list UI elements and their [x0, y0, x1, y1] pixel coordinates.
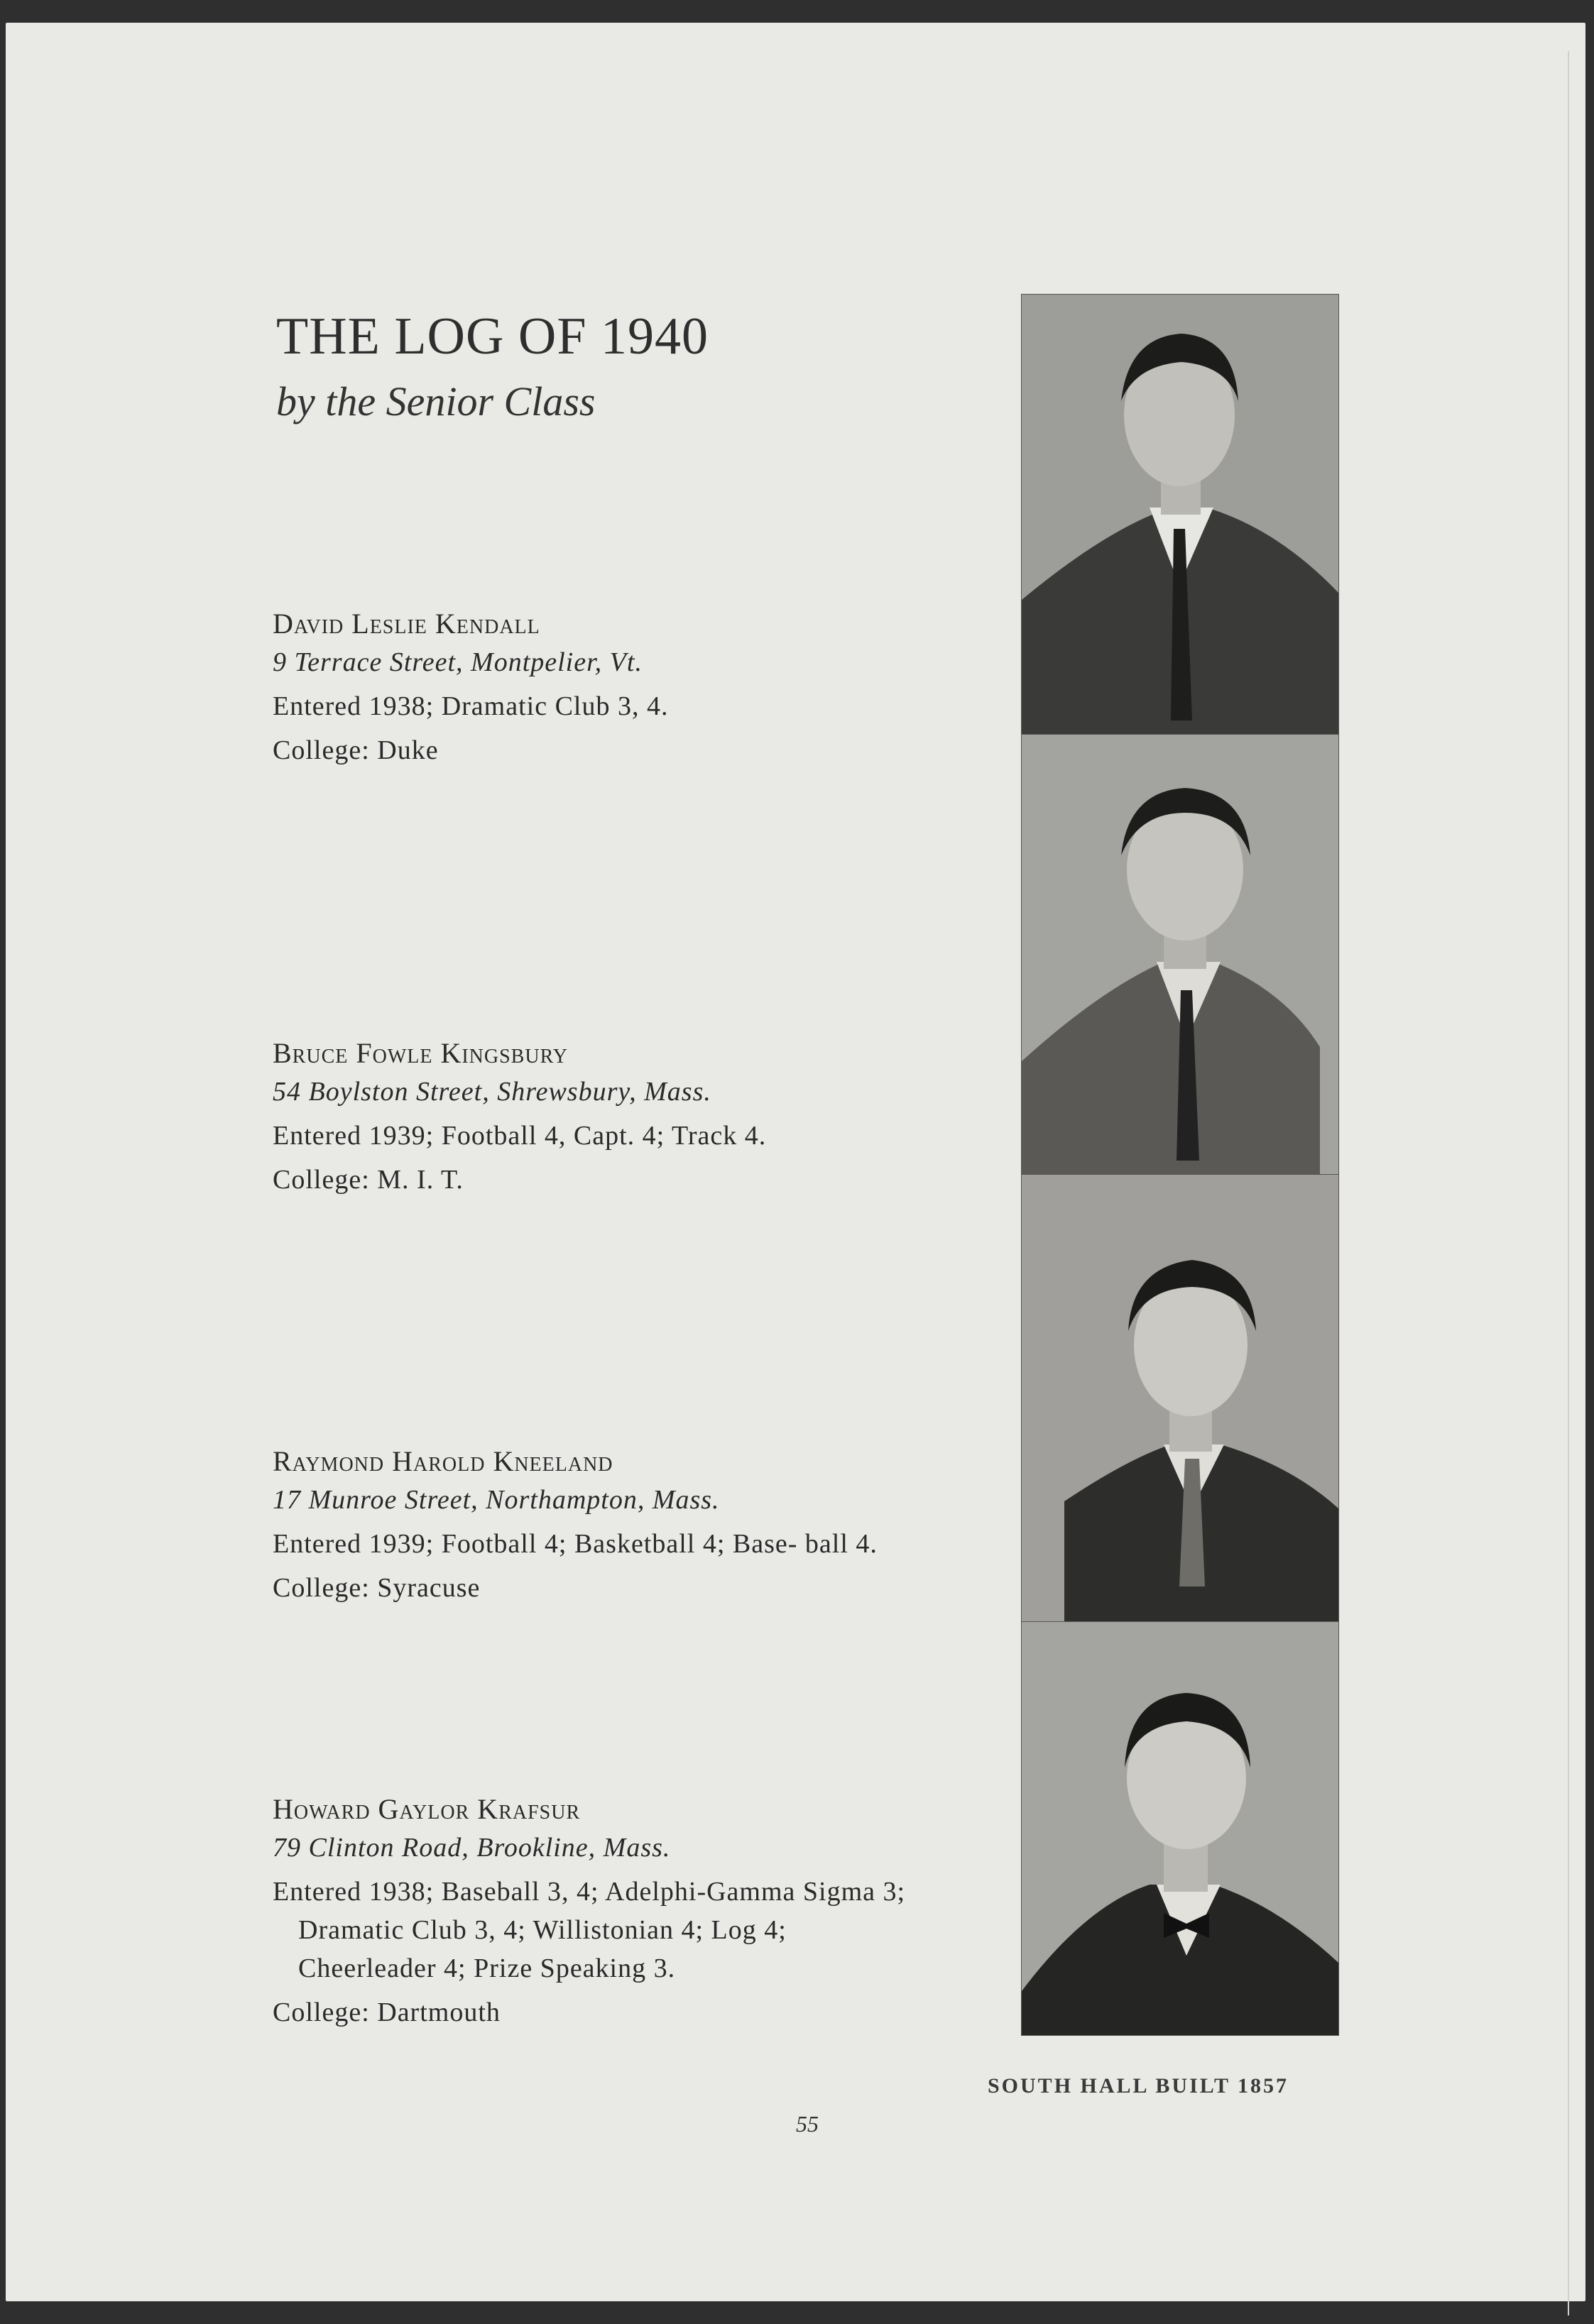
senior-entry	[273, 1034, 926, 1199]
portrait-photo	[1021, 734, 1339, 1175]
student-college: College: Dartmouth	[273, 1997, 501, 2027]
student-address: 79 Clinton Road, Brookline, Mass.	[273, 1833, 671, 1863]
student-name: David Leslie Kendall	[273, 608, 540, 640]
student-college: College: Syracuse	[273, 1573, 481, 1603]
student-college: College: Duke	[273, 735, 439, 765]
student-activities: Entered 1939; Football 4, Capt. 4; Track 4.	[273, 1121, 767, 1151]
page-number: 55	[796, 2111, 819, 2137]
student-activities: Entered 1938; Baseball 3, 4; Adelphi-Gamma Sigma 3; Dramatic Club 3, 4; Willistonian 4; Log 4; Cheerleader 4; Prize Speaking 3.	[273, 1877, 906, 1983]
student-activities: Entered 1939; Football 4; Basketball 4; Base- ball 4.	[273, 1529, 878, 1559]
portrait-photo	[1021, 1174, 1339, 1623]
student-college: College: M. I. T.	[273, 1165, 464, 1195]
portrait-photo	[1021, 1621, 1339, 2036]
portrait-photo	[1021, 294, 1339, 735]
page-title: THE LOG OF 1940	[276, 307, 709, 366]
senior-entry	[273, 605, 926, 769]
yearbook-page	[6, 23, 1585, 2301]
student-name: Howard Gaylor Krafsur	[273, 1793, 581, 1825]
student-name: Bruce Fowle Kingsbury	[273, 1037, 568, 1069]
student-activities: Entered 1938; Dramatic Club 3, 4.	[273, 691, 669, 721]
student-address: 17 Munroe Street, Northampton, Mass.	[273, 1485, 720, 1515]
student-address: 54 Boylston Street, Shrewsbury, Mass.	[273, 1077, 711, 1107]
senior-entry	[273, 1442, 926, 1607]
student-address: 9 Terrace Street, Montpelier, Vt.	[273, 647, 643, 677]
student-name: Raymond Harold Kneeland	[273, 1445, 613, 1477]
senior-entry	[273, 1790, 926, 2032]
page-edge-shadow	[1568, 51, 1569, 2315]
photo-caption: SOUTH HALL BUILT 1857	[988, 2074, 1289, 2098]
page-subtitle: by the Senior Class	[276, 378, 596, 424]
